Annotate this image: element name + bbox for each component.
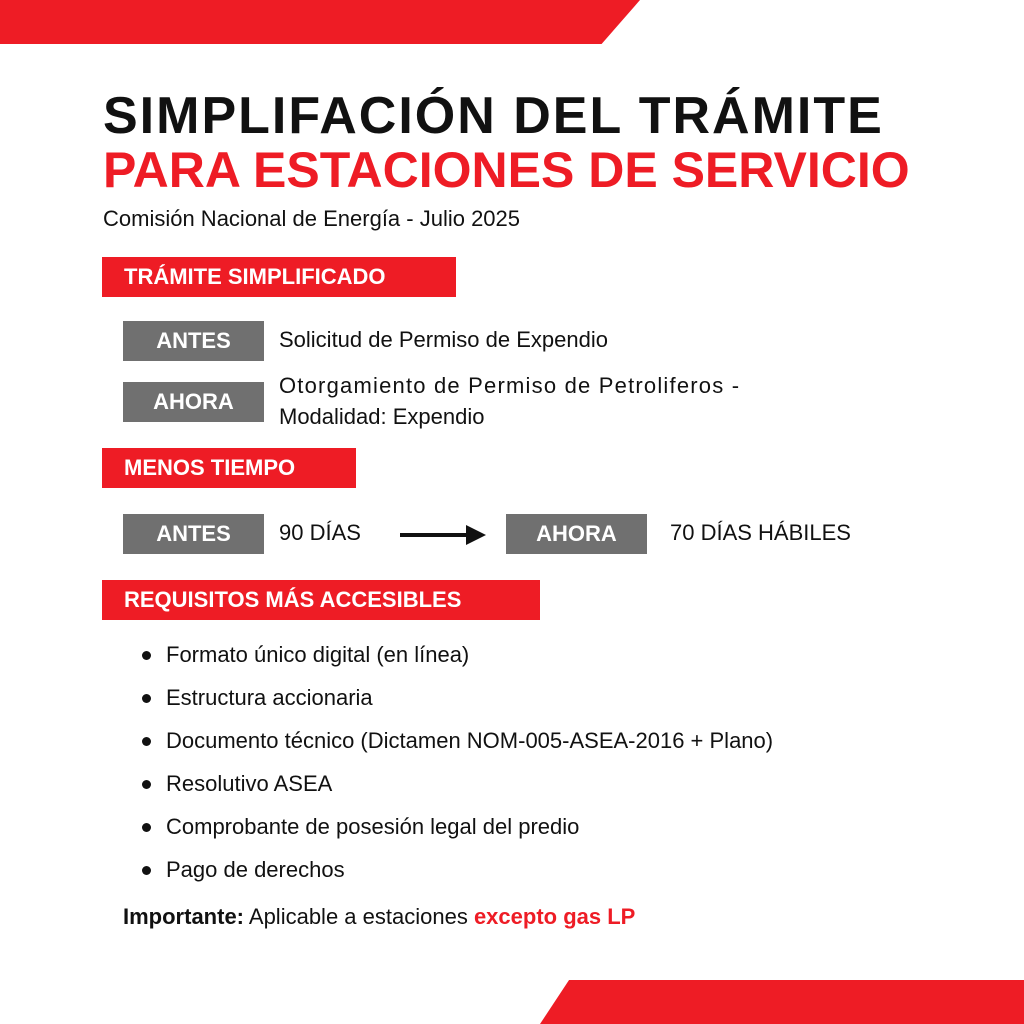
list-item-text: Pago de derechos xyxy=(166,857,345,882)
bullet-icon xyxy=(142,651,151,660)
list-item xyxy=(140,769,773,812)
bullet-icon xyxy=(142,866,151,875)
ahora-description-line1: Otorgamiento de Permiso de Petroliferos - xyxy=(279,373,741,398)
bullet-icon xyxy=(142,694,151,703)
section-header-tramite: TRÁMITE SIMPLIFICADO xyxy=(102,257,456,297)
antes-description: Solicitud de Permiso de Expendio xyxy=(279,327,608,352)
bullet-icon xyxy=(142,823,151,832)
top-accent-stripe xyxy=(0,0,640,44)
section-header-requisitos: REQUISITOS MÁS ACCESIBLES xyxy=(102,580,540,620)
antes-tag: ANTES xyxy=(123,321,264,361)
bullet-icon xyxy=(142,780,151,789)
list-item xyxy=(140,812,773,855)
note-highlight: excepto gas LP xyxy=(473,904,636,929)
ahora-tag: AHORA xyxy=(123,382,264,422)
antes-time-value: 90 DÍAS xyxy=(279,520,361,545)
list-item xyxy=(140,683,773,726)
bottom-accent-stripe xyxy=(540,980,1024,1024)
page-title-highlight: PARA ESTACIONES DE SERVICIO xyxy=(103,142,910,198)
list-item-text: Comprobante de posesión legal del predio xyxy=(166,814,580,839)
ahora-description-line2: Modalidad: Expendio xyxy=(279,404,485,429)
list-item xyxy=(140,726,773,769)
list-item-text: Resolutivo ASEA xyxy=(166,771,333,796)
ahora-time-value: 70 DÍAS HÁBILES xyxy=(670,520,851,545)
page-subtitle: Comisión Nacional de Energía - Julio 2025 xyxy=(103,206,521,231)
arrow-right-icon xyxy=(400,524,488,546)
list-item-text: Estructura accionaria xyxy=(166,685,373,710)
list-item-text: Documento técnico (Dictamen NOM-005-ASEA-2016 + Plano) xyxy=(166,728,774,753)
page-title: SIMPLIFACIÓN DEL TRÁMITE xyxy=(103,87,884,145)
requirements-list xyxy=(140,640,773,898)
ahora-time-tag: AHORA xyxy=(506,514,647,554)
list-item-text: Formato único digital (en línea) xyxy=(166,642,470,667)
note-prefix: Importante: xyxy=(123,904,244,929)
list-item xyxy=(140,855,773,898)
list-item xyxy=(140,640,773,683)
important-note xyxy=(123,904,635,930)
bullet-icon xyxy=(142,737,151,746)
note-text: Aplicable a estaciones xyxy=(244,904,474,929)
antes-time-tag: ANTES xyxy=(123,514,264,554)
section-header-tiempo: MENOS TIEMPO xyxy=(102,448,356,488)
